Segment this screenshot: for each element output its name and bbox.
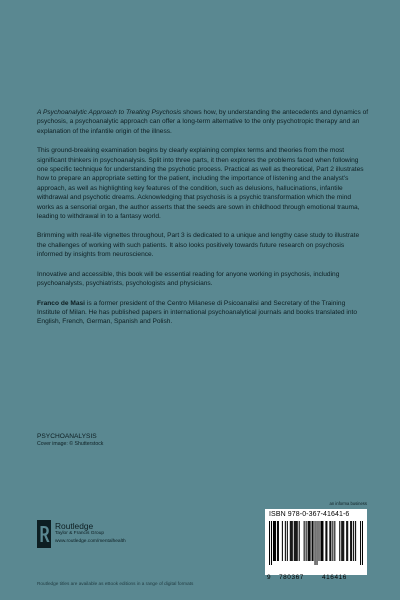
barcode-bar <box>326 521 327 561</box>
author-name: Franco de Masi <box>37 299 86 307</box>
barcode-bar <box>360 521 361 565</box>
isbn-label: ISBN 978-0-367-41641-6 <box>269 511 350 518</box>
isbn-digit-prefix: 9 <box>267 574 272 581</box>
barcode-bar <box>325 521 326 561</box>
ebook-footnote: Routledge titles are available as eBook editions in a range of digital formats <box>37 581 194 586</box>
barcode-bar <box>346 521 347 561</box>
barcode-bar <box>306 521 307 561</box>
barcode-bar <box>351 521 352 561</box>
author-bio <box>37 299 369 327</box>
blurb-paragraph-overview: This ground-breaking examination begins by clearly explaining complex terms and theories from the most significant thinkers in psychoanalysis. Split into three parts, it then explores the problems faced when following one specific technique for understanding the psychotic process. Practical as well as theoretical, Part 2 illustrates how to prepare an appropriate setting for the patient, including the importance of listening and the analyst's approach, as well as highlighting key features of the condition, such as delusions, hallucinations, infantile withdrawal and psychotic dreams. Acknowledging that psychosis is a psychic transformation which the mind works as a sensorial organ, the author asserts that the seeds are sown in childhood through emotional trauma, leading to withdrawal in to a fantasy world. <box>37 147 364 221</box>
barcode-bar <box>290 521 291 561</box>
author-bio-text: is a former president of the Centro Milanese di Psicoanalisi and Secretary of the Training Institute of Milan. He has published papers in international psychoanalytical journals and books translated into English, French, German, Spanish and Polish. <box>37 299 357 326</box>
barcode-bar <box>329 521 330 561</box>
barcode-bar <box>334 521 335 561</box>
barcode-bar <box>332 521 333 561</box>
barcode-bar <box>275 521 276 561</box>
barcode-bar <box>320 521 321 561</box>
barcode-bar <box>355 521 356 561</box>
barcode-bar <box>271 521 272 565</box>
publisher-name: Routledge <box>55 521 94 531</box>
barcode-bar <box>274 521 275 561</box>
barcode-bar <box>299 521 300 561</box>
barcode-bar <box>294 521 295 561</box>
barcode-bar <box>321 521 322 561</box>
publisher-url: www.routledge.com/mentalhealth <box>55 539 126 544</box>
barcode-bar <box>318 521 319 561</box>
barcode-bar <box>273 521 274 561</box>
barcode-bar <box>310 521 311 561</box>
barcode-bar <box>330 521 331 561</box>
barcode-bars <box>269 521 363 565</box>
informa-label: an informa business <box>329 501 367 506</box>
barcode-bar <box>269 521 270 565</box>
barcode-bar <box>291 521 292 561</box>
publisher-block <box>37 520 187 550</box>
blurb-paragraph-audience: Innovative and accessible, this book will be essential reading for anyone working in psychosis, including psychoanalysts, psychiatrists, psychologists and physicians. <box>37 270 340 288</box>
cover-image-credit: Cover image: © Shutterstock <box>37 441 104 447</box>
barcode-bar <box>312 521 313 561</box>
barcode-bar <box>297 521 298 561</box>
barcode-bar <box>347 521 348 561</box>
barcode-bar <box>282 521 283 561</box>
book-title: A Psychoanalytic Approach to Treating Psychosis <box>37 109 182 116</box>
barcode-bar <box>315 521 316 565</box>
barcode-bar <box>295 521 296 561</box>
barcode-bar <box>353 521 354 561</box>
barcode-bar <box>287 521 288 561</box>
barcode-bar <box>296 521 297 561</box>
barcode-bar <box>316 521 317 565</box>
intro-text: shows how, by understanding the antecedents and dynamics of psychosis, a psychoanalytic approach can offer a long-term alternative to the only psychotropic therapy and an explanation of the infantile origin of the illness. <box>37 109 369 135</box>
barcode-bar <box>308 521 309 561</box>
barcode-bar <box>292 521 293 561</box>
barcode-bar <box>339 521 340 561</box>
barcode-bar <box>350 521 351 561</box>
barcode-bar <box>313 521 314 561</box>
barcode-bar <box>322 521 323 561</box>
isbn-digits-left: 780367 <box>279 574 304 581</box>
barcode-bar <box>278 521 279 561</box>
routledge-r-icon <box>37 520 51 548</box>
barcode-bar <box>362 521 363 565</box>
barcode-bar <box>342 521 343 561</box>
back-cover-blurb <box>37 108 369 327</box>
isbn-digits-right: 416416 <box>322 574 347 581</box>
blurb-paragraph-case-study: Brimming with real-life vignettes throughout, Part 3 is dedicated to a unique and lengthy case study to illustrate the challenges of working with such patients. It also looks positively towards future research on psychosis informed by insights from neuroscience. <box>37 232 360 259</box>
barcode-bar <box>343 521 344 561</box>
barcode-bar <box>277 521 278 561</box>
publisher-group: Taylor & Francis Group <box>55 531 105 536</box>
isbn-barcode <box>265 509 367 581</box>
barcode-bar <box>304 521 305 561</box>
barcode-bar <box>341 521 342 561</box>
barcode-bar <box>309 521 310 561</box>
blurb-paragraph-intro <box>37 108 369 136</box>
subject-category: PSYCHOANALYSIS <box>37 433 97 440</box>
barcode-bar <box>285 521 286 561</box>
